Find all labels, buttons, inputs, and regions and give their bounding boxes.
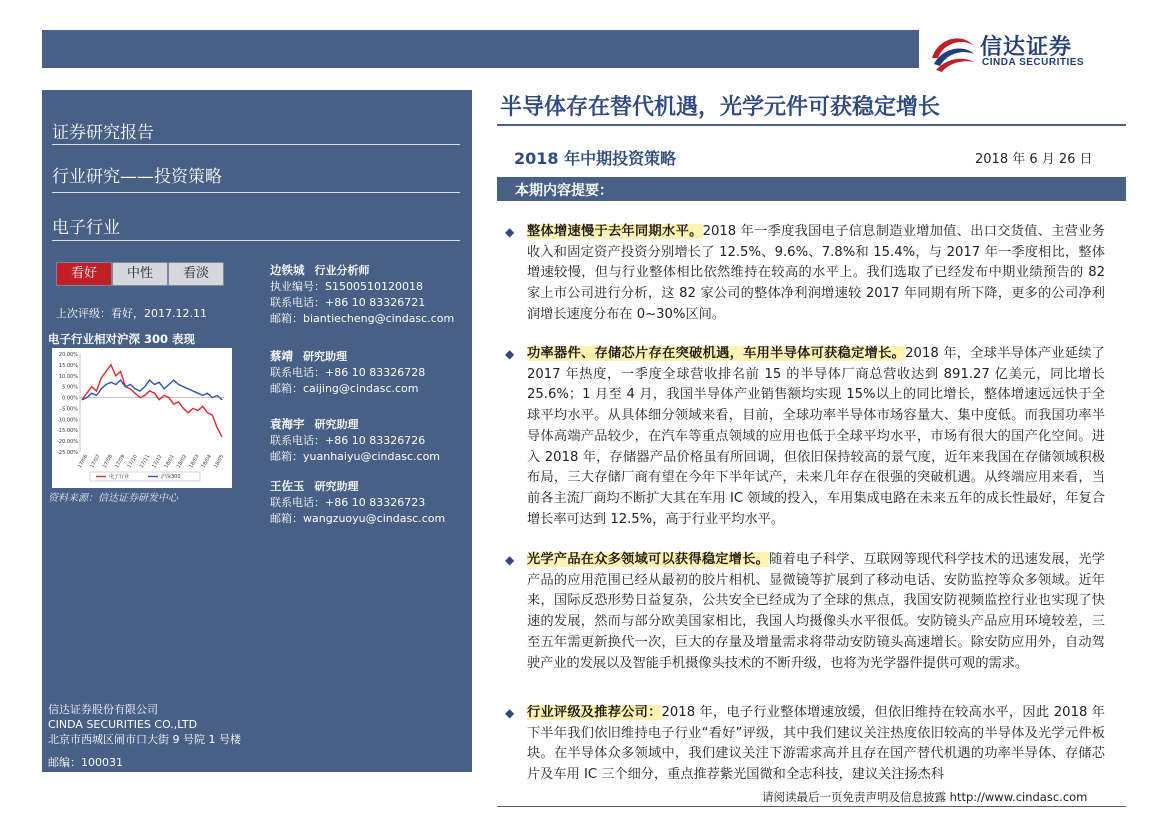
- diamond-bullet-icon: ◆: [505, 706, 515, 720]
- performance-chart-svg: [52, 348, 232, 488]
- series-point: [111, 382, 112, 383]
- series-point: [96, 391, 97, 392]
- summary-paragraph: [505, 550, 1105, 674]
- analyst-block: [270, 348, 425, 397]
- x-tick-label: 18/01: [163, 453, 176, 470]
- x-tick-label: 18/02: [175, 453, 189, 470]
- y-tick-label: 5.00%: [62, 384, 78, 391]
- series-point: [202, 395, 203, 396]
- summary-paragraph: [505, 703, 1105, 786]
- series-point: [130, 384, 131, 385]
- series-point: [144, 395, 145, 396]
- report-type: 证券研究报告: [52, 123, 154, 143]
- analyst-name: 王佐玉: [270, 479, 305, 493]
- series-line: [82, 380, 222, 400]
- analyst-role: 研究助理: [314, 480, 359, 493]
- rating-negative: 看淡: [168, 262, 224, 286]
- series-point: [125, 386, 126, 387]
- company-name-cn: 信达证券股份有限公司: [48, 703, 158, 716]
- series-point: [169, 397, 170, 398]
- report-date: 2018 年 6 月 26 日: [975, 152, 1093, 167]
- series-point: [212, 397, 213, 398]
- performance-chart: [52, 348, 232, 488]
- analyst-role: 行业分析师: [314, 264, 370, 277]
- x-tick-label: 17/07: [89, 453, 102, 470]
- x-tick-label: 17/12: [151, 453, 164, 470]
- series-point: [106, 371, 107, 372]
- series-point: [86, 397, 87, 398]
- title-divider: [497, 124, 1126, 126]
- analyst-phone: 联系电话：+86 10 83326721: [270, 296, 426, 309]
- series-point: [106, 384, 107, 385]
- x-tick-label: 18/03: [188, 453, 201, 470]
- y-tick-label: 20.00%: [58, 352, 78, 358]
- diamond-bullet-icon: ◆: [505, 553, 515, 567]
- rating-neutral: 中性: [112, 262, 168, 286]
- x-tick-label: 17/09: [114, 453, 127, 470]
- y-tick-label: 0.00%: [62, 395, 78, 402]
- footer-divider: [497, 806, 1126, 807]
- legend-label: 电子行业: [109, 474, 130, 480]
- paragraph-body: 随着电子科学、互联网等现代科学技术的迅速发展，光学产品的应用范围已经从最初的胶片相机、显微镜等扩展到了移动电话、安防监控等众多领域。近年来，国际反恐形势日益复杂，公共安全已经成为了全球的焦点，我国安防视频监控行业也实现了快速的发展，然而与部分欧美国家相比，我国人均摄像头水平很低。安防镜头产品应用环境较差，三至五年需更新换代一次，巨大的存量及增量需求将带动安防镜头高速增长。除安防应用外，自动驾驶产业的发展以及智能手机摄像头技术的不断升级，也将为光学器件提供可观的需求。: [527, 552, 1105, 671]
- series-point: [111, 365, 112, 366]
- series-point: [120, 380, 121, 381]
- series-point: [217, 428, 218, 429]
- y-tick-label: -5.00%: [60, 406, 78, 413]
- series-point: [202, 406, 203, 407]
- analyst-block: [270, 478, 445, 527]
- analyst-name: 边铁城: [270, 263, 305, 277]
- series-point: [193, 408, 194, 409]
- series-point: [188, 412, 189, 413]
- series-point: [198, 393, 199, 394]
- series-point: [115, 384, 116, 385]
- series-point: [154, 384, 155, 385]
- series-point: [135, 393, 136, 394]
- series-point: [96, 395, 97, 396]
- diamond-bullet-icon: ◆: [505, 225, 515, 239]
- y-tick-label: 15.00%: [58, 362, 78, 369]
- x-tick-label: 17/08: [101, 453, 115, 470]
- summary-header: [497, 177, 1126, 201]
- series-point: [101, 388, 102, 389]
- analyst-phone: 联系电话：+86 10 83326726: [270, 434, 426, 447]
- divider: [52, 192, 460, 193]
- logo-english-name: CINDA SECURITIES: [982, 57, 1085, 68]
- divider: [52, 144, 460, 145]
- series-line: [82, 365, 222, 437]
- analyst-role: 研究助理: [314, 418, 359, 431]
- analyst-email[interactable]: 邮箱：yuanhaiyu@cindasc.com: [270, 450, 441, 463]
- analyst-block: [270, 416, 440, 465]
- paragraph-body: 2018 年一季度我国电子信息制造业增加值、出口交货值、主营业务收入和固定资产投资分别增长了 12.5%、9.6%、7.8%和 15.4%，与 2017 年一季度相比，整体增速较慢，但与行业整体相比依然维持在较高的水平上。我们选取了已经发布中期业绩预告的 82 家上市公司进行分析，这 82 家公司的整体净利润增速较 2017 年同期有所下降，更多的公司净利润增长速度分布在 0~30%区间。: [527, 224, 1105, 322]
- series-point: [178, 384, 179, 385]
- paragraph-body: 2018 年，电子行业整体增速放缓，但依旧维持在较高水平，因此 2018 年下半年我们依旧维持电子行业“看好”评级，其中我们建议关注热度依旧较高的半导体及光学元件板块。在半导体众多领域中，我们建议关注下游需求高并且存在国产替代机遇的功率半导体、存储芯片及车用 IC 三个细分，重点推荐紫光国微和全志科技，建议关注扬杰科: [527, 705, 1105, 783]
- series-point: [178, 402, 179, 403]
- series-point: [140, 397, 141, 398]
- report-subtitle: 2018 年中期投资策略: [514, 149, 677, 168]
- divider: [52, 240, 460, 241]
- series-point: [169, 384, 170, 385]
- series-point: [135, 388, 136, 389]
- series-point: [144, 386, 145, 387]
- analyst-email[interactable]: 邮箱：biantiecheng@cindasc.com: [270, 312, 455, 325]
- series-point: [164, 388, 165, 389]
- paragraph-heading: 功率器件、存储芯片存在突破机遇，车用半导体可获稳定增长。: [527, 346, 906, 361]
- series-point: [115, 375, 116, 376]
- cinda-logo: [928, 28, 1128, 74]
- x-tick-label: 17/11: [138, 453, 152, 470]
- series-point: [140, 391, 141, 392]
- last-rating: 上次评级：看好，2017.12.11: [56, 307, 207, 320]
- analyst-block: [270, 262, 454, 327]
- summary-label: 本期内容提要：: [515, 183, 613, 199]
- analyst-role: 研究助理: [303, 350, 347, 363]
- series-point: [120, 371, 121, 372]
- paragraph-heading: 整体增速慢于去年同期水平。: [527, 224, 703, 239]
- x-tick-label: 17/10: [126, 453, 139, 470]
- y-tick-label: 10.00%: [58, 373, 78, 380]
- summary-paragraph: [505, 222, 1105, 326]
- series-point: [222, 399, 223, 400]
- paragraph-heading: 光学产品在众多领域可以获得稳定增长。: [527, 552, 770, 567]
- series-point: [212, 415, 213, 416]
- header-bar: [42, 30, 919, 68]
- series-point: [159, 382, 160, 383]
- series-point: [159, 399, 160, 400]
- series-point: [154, 393, 155, 394]
- left-sidebar: [42, 90, 472, 772]
- chart-title: 电子行业相对沪深 300 表现: [48, 332, 196, 346]
- company-info: [48, 702, 241, 770]
- chart-source: 资料来源：信达证券研发中心: [48, 493, 178, 504]
- rating-positive: 看好: [56, 262, 112, 286]
- series-point: [173, 404, 174, 405]
- series-point: [173, 380, 174, 381]
- diamond-bullet-icon: ◆: [505, 347, 515, 361]
- series-point: [82, 399, 83, 400]
- paragraph-heading: 行业评级及推荐公司：: [527, 705, 662, 720]
- series-point: [91, 386, 92, 387]
- series-point: [149, 391, 150, 392]
- series-point: [183, 386, 184, 387]
- analyst-license: 执业编号：S1500510120018: [270, 280, 423, 293]
- logo-chinese-name: 信达证券: [980, 35, 1073, 60]
- report-category: 行业研究——投资策略: [52, 167, 222, 187]
- series-point: [149, 380, 150, 381]
- company-name-en: CINDA SECURITIES CO.,LTD: [48, 718, 198, 731]
- analyst-phone: 联系电话：+86 10 83326728: [270, 366, 426, 379]
- company-postcode: 邮编：100031: [48, 756, 123, 769]
- y-tick-label: -15.00%: [57, 428, 78, 435]
- rating-selector: [56, 262, 224, 286]
- analyst-phone: 联系电话：+86 10 83326723: [270, 496, 426, 509]
- series-point: [198, 410, 199, 411]
- paragraph-body: 2018 年，全球半导体产业延续了 2017 年热度，一季度全球营收排名前 15 的半导体厂商总营收达到 891.27 亿美元，同比增长 25.6%；1 月至 4 月，我国半导体产业销售额均实现 15%以上的同比增长，整体增速远远快于全球平均水平。从具体细分领域来看，目前，全球功率半导体市场容量大、集中度低。而我国功率半导体高端产品较少，在汽车等重点领域的应用也低于全球平均水平，市场有很大的国产化空间。进入 2018 年，存储器产品价格虽有所回调，但依旧保持较高的景气度，近年来我国在存储领域积极布局，三大存储厂商有望在今年下半年试产，未来几年存在很强的突破机遇。从终端应用来看，当前各主流厂商均不断扩大其在车用 IC 领域的投入，车用集成电路在未来五年的成长性最好，年复合增长率可达到 12.5%，高于行业平均水平。: [527, 346, 1105, 527]
- series-point: [217, 395, 218, 396]
- x-tick-label: 18/04: [200, 453, 213, 470]
- y-tick-label: -25.00%: [57, 450, 78, 456]
- series-point: [207, 393, 208, 394]
- industry-name: 电子行业: [52, 218, 120, 238]
- cinda-logo-mark-icon: [928, 28, 978, 74]
- series-point: [222, 436, 223, 437]
- y-tick-label: -20.00%: [57, 439, 78, 446]
- series-point: [164, 395, 165, 396]
- legend-label: 沪深300: [161, 474, 181, 480]
- series-point: [207, 412, 208, 413]
- x-tick-label: 18/05: [212, 453, 226, 470]
- chart-legend: [90, 472, 200, 481]
- company-address: 北京市西城区闹市口大街 9 号院 1 号楼: [48, 733, 241, 746]
- report-title: 半导体存在替代机遇，光学元件可获稳定增长: [500, 95, 941, 120]
- series-point: [130, 388, 131, 389]
- analyst-email[interactable]: 邮箱：caijing@cindasc.com: [270, 382, 419, 395]
- series-point: [101, 378, 102, 379]
- series-point: [91, 393, 92, 394]
- series-point: [188, 388, 189, 389]
- x-tick-label: 17/06: [76, 453, 90, 470]
- series-point: [193, 391, 194, 392]
- summary-paragraph: [505, 344, 1105, 530]
- series-point: [183, 408, 184, 409]
- y-tick-label: -10.00%: [57, 417, 78, 424]
- analyst-name: 蔡靖: [270, 349, 293, 363]
- analyst-name: 袁海宇: [270, 417, 305, 431]
- analyst-email[interactable]: 邮箱：wangzuoyu@cindasc.com: [270, 512, 446, 525]
- footer-disclaimer[interactable]: 请阅读最后一页免责声明及信息披露 http://www.cindasc.com: [762, 790, 1088, 804]
- series-point: [86, 393, 87, 394]
